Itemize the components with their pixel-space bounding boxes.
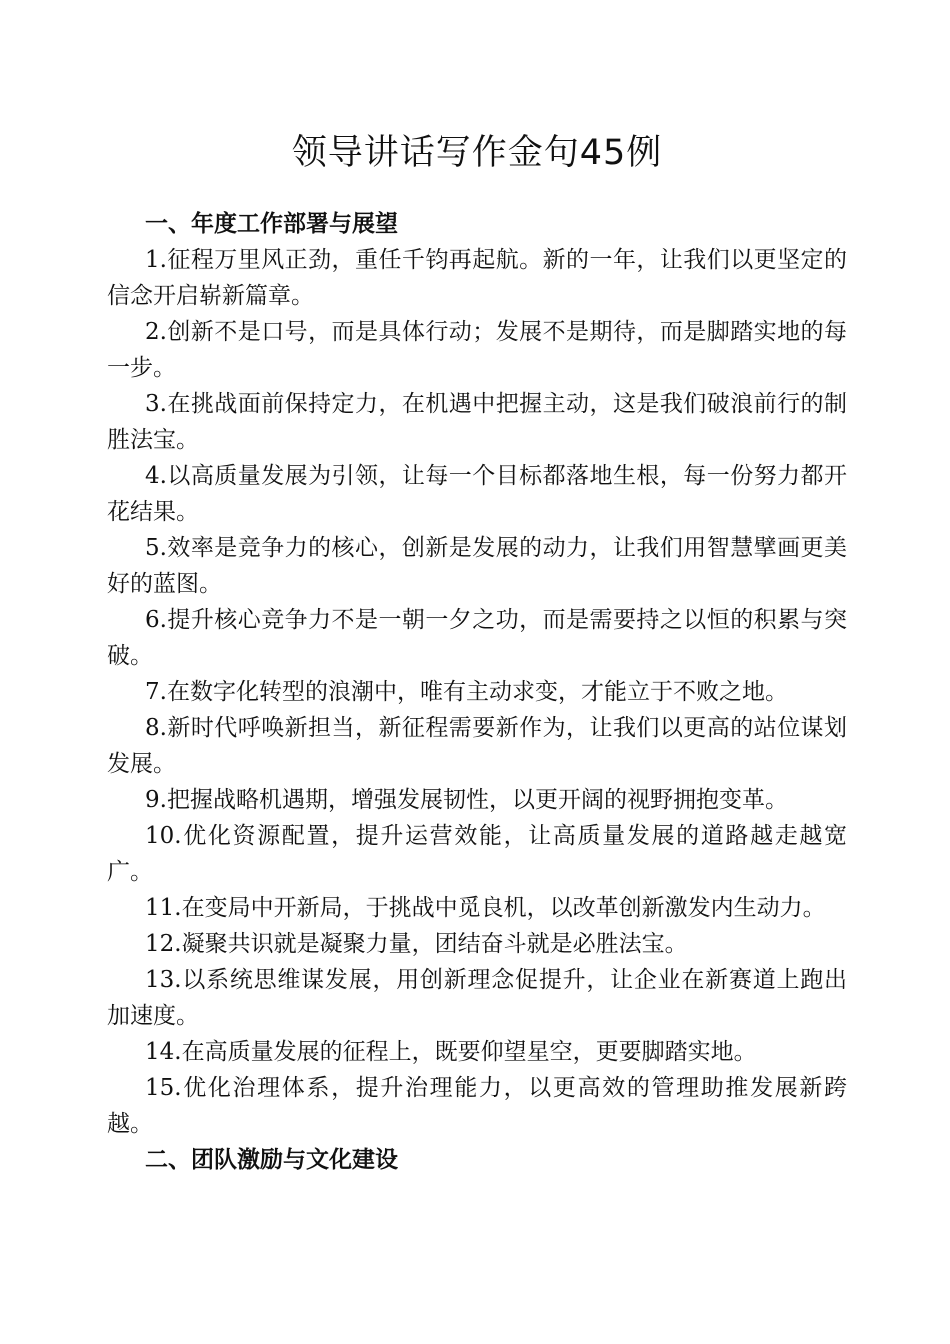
list-item: 12.凝聚共识就是凝聚力量，团结奋斗就是必胜法宝。 xyxy=(145,931,688,957)
list-item: 1.征程万里风正劲，重任千钧再起航。新的一年，让我们以更坚定的信念开启崭新篇章。 xyxy=(107,247,847,309)
list-item: 14.在高质量发展的征程上，既要仰望星空，更要脚踏实地。 xyxy=(145,1039,757,1065)
list-item: 7.在数字化转型的浪潮中，唯有主动求变，才能立于不败之地。 xyxy=(145,679,788,705)
section-heading: 二、团队激励与文化建设 xyxy=(145,1147,398,1173)
list-item: 6.提升核心竞争力不是一朝一夕之功，而是需要持之以恒的积累与突破。 xyxy=(107,607,847,669)
list-item: 8.新时代呼唤新担当，新征程需要新作为，让我们以更高的站位谋划发展。 xyxy=(107,715,847,777)
list-item: 3.在挑战面前保持定力，在机遇中把握主动，这是我们破浪前行的制胜法宝。 xyxy=(107,391,847,453)
document-title: 领导讲话写作金句45例 xyxy=(291,133,663,173)
list-item: 11.在变局中开新局，于挑战中觅良机，以改革创新激发内生动力。 xyxy=(145,895,826,921)
list-item: 13.以系统思维谋发展，用创新理念促提升，让企业在新赛道上跑出加速度。 xyxy=(107,967,847,1029)
list-item: 4.以高质量发展为引领，让每一个目标都落地生根，每一份努力都开花结果。 xyxy=(107,463,847,525)
list-item: 5.效率是竞争力的核心，创新是发展的动力，让我们用智慧擘画更美好的蓝图。 xyxy=(107,535,847,597)
section-heading: 一、年度工作部署与展望 xyxy=(145,211,398,237)
list-item: 15.优化治理体系，提升治理能力，以更高效的管理助推发展新跨越。 xyxy=(107,1075,847,1137)
list-item: 9.把握战略机遇期，增强发展韧性，以更开阔的视野拥抱变革。 xyxy=(145,787,788,813)
document-body xyxy=(107,206,847,1178)
list-item: 2.创新不是口号，而是具体行动；发展不是期待，而是脚踏实地的每一步。 xyxy=(107,319,847,381)
list-item: 10.优化资源配置，提升运营效能，让高质量发展的道路越走越宽广。 xyxy=(107,823,847,885)
